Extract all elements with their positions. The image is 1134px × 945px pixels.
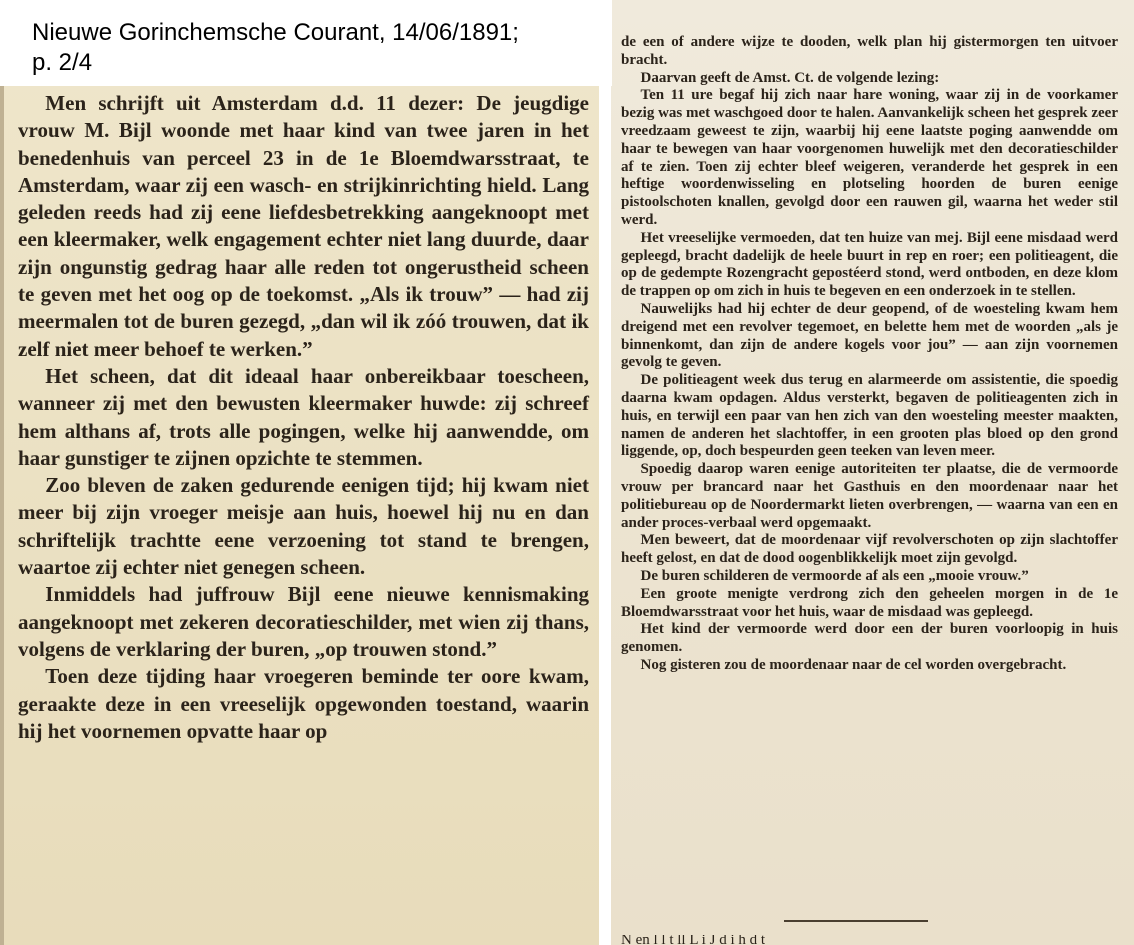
paragraph: Het kind der vermoorde werd door een der buren voorloopig in huis genomen. [621, 621, 1118, 656]
paragraph: Spoedig daarop waren eenige autoriteiten ter plaatse, die de vermoorde vrouw per brancard naar het Gasthuis en den moordenaar naar het politiebureau op de Noordermarkt lieten overbrengen, — waarna van een en ander proces-verbaal werd opgemaakt. [621, 461, 1118, 531]
caption-line: Nieuwe Gorinchemsche Courant, 14/06/1891; [32, 19, 519, 46]
paragraph: Nauwelijks had hij echter de deur geopend, of de woesteling kwam hem dreigend met een revolver tegemoet, en belette hem met de woorden „als je binnenkomt, dan zijn de andere kogels voor jou” — aan zijn voornemen gevolg te geven. [621, 300, 1118, 371]
article-right-column [611, 0, 1134, 945]
paragraph: Het vreeselijke vermoeden, dat ten huize van mej. Bijl eene misdaad werd gepleegd, bracht dadelijk de heele buurt in rep en roer; een politieagent, die op de gedempte Rozengracht gepostéerd stond, werd ontboden, en deze klom de trappen op om zich in huis te begeven en een onderzoek in te stellen. [621, 229, 1118, 300]
caption-line: p. 2/4 [32, 49, 93, 76]
paragraph: Ten 11 ure begaf hij zich naar hare woning, waar zij in de voorkamer bezig was met waschgoed door te halen. Aanvankelijk scheen het gesprek zeer vreedzaam geweest te zijn, waarbij hij eene laatste poging aanwendde om haar te bewegen van haar voorgenomen huwelijk met den decoratieschilder af te zien. Toen zij echter bleef weigeren, veranderde het gesprek in een heftige woordenwisseling en plotseling hoorden de buren eenige pistoolschoten knallen, gevolgd door een rauwen gil, waarna het weder stil werd. [621, 87, 1118, 228]
paragraph: Zoo bleven de zaken gedurende eenigen tijd; hij kwam niet meer bij zijn vroeger meisje aan huis, hoewel hij nu en dan schriftelijk trachtte eene verzoening tot stand te brengen, waartoe zij echter niet genegen scheen. [18, 473, 589, 580]
paragraph: Inmiddels had juffrouw Bijl eene nieuwe kennismaking aangeknoopt met zekeren decoratieschilder, met wien zij thans, volgens de verklaring der buren, „op trouwen stond.” [18, 582, 589, 661]
paragraph: Een groote menigte verdrong zich den geheelen morgen in de 1e Bloemdwarsstraat voor het huis, waar de misdaad was gepleegd. [621, 585, 1118, 620]
paragraph: Men schrijft uit Amsterdam d.d. 11 dezer: De jeugdige vrouw M. Bijl woonde met haar kind van twee jaren in het benedenhuis van perceel 23 in de 1e Bloemdwarsstraat, te Amsterdam, waar zij een wasch- en strijkinrichting hield. Lang geleden reeds had zij eene liefdesbetrekking aangeknoopt met een kleermaker, welk engagement echter niet lang duurde, daar zijn ongunstig gedrag haar alle reden tot ongerustheid scheen te geven met het oog op de toekomst. „Als ik trouw” — had zij meermalen tot de buren gezegd, „dan wil ik zóó trouwen, dat ik zelf niet meer behoef te werken.” [18, 91, 589, 361]
paragraph: Toen deze tijding haar vroegeren beminde ter oore kwam, geraakte deze in een vreeselijk opgewonden toestand, waarin hij het voornemen opvatte haar op [18, 664, 589, 743]
source-caption [0, 0, 612, 86]
paragraph: De buren schilderen de vermoorde af als een „mooie vrouw.” [640, 567, 1029, 584]
next-article-cut-line: N en l l t ll L i J d i h d t [621, 935, 766, 945]
paragraph: Nog gisteren zou de moordenaar naar de cel worden overgebracht. [640, 656, 1067, 673]
paragraph: de een of andere wijze te dooden, welk plan hij gistermorgen ten uitvoer bracht. [621, 34, 1118, 68]
section-divider-bottom [784, 920, 928, 922]
paragraph: Daarvan geeft de Amst. Ct. de volgende lezing: [640, 69, 940, 86]
paragraph: Men beweert, dat de moordenaar vijf revolverschoten op zijn slachtoffer heeft gelost, en dat de dood oogenblikkelijk moet zijn gevolgd. [621, 532, 1118, 567]
paragraph: Het scheen, dat dit ideaal haar onbereikbaar toescheen, wanneer zij met den bewusten kleermaker huwde: zij schreef hem althans af, trots alle pogingen, welke hij aanwendde, om haar gunstiger te zijnen opzichte te stemmen. [18, 363, 589, 470]
column-gutter [599, 0, 611, 945]
paragraph: De politieagent week dus terug en alarmeerde om assistentie, die spoedig daarna kwam opdagen. Aldus versterkt, begaven de politieagenten zich in huis, en terwijl een paar van hen zich van den woesteling meester maakten, namen de anderen het slachtoffer, in een grooten plas bloed op den grond liggende, op, doch bespeurden geen teeken van leven meer. [621, 372, 1118, 460]
